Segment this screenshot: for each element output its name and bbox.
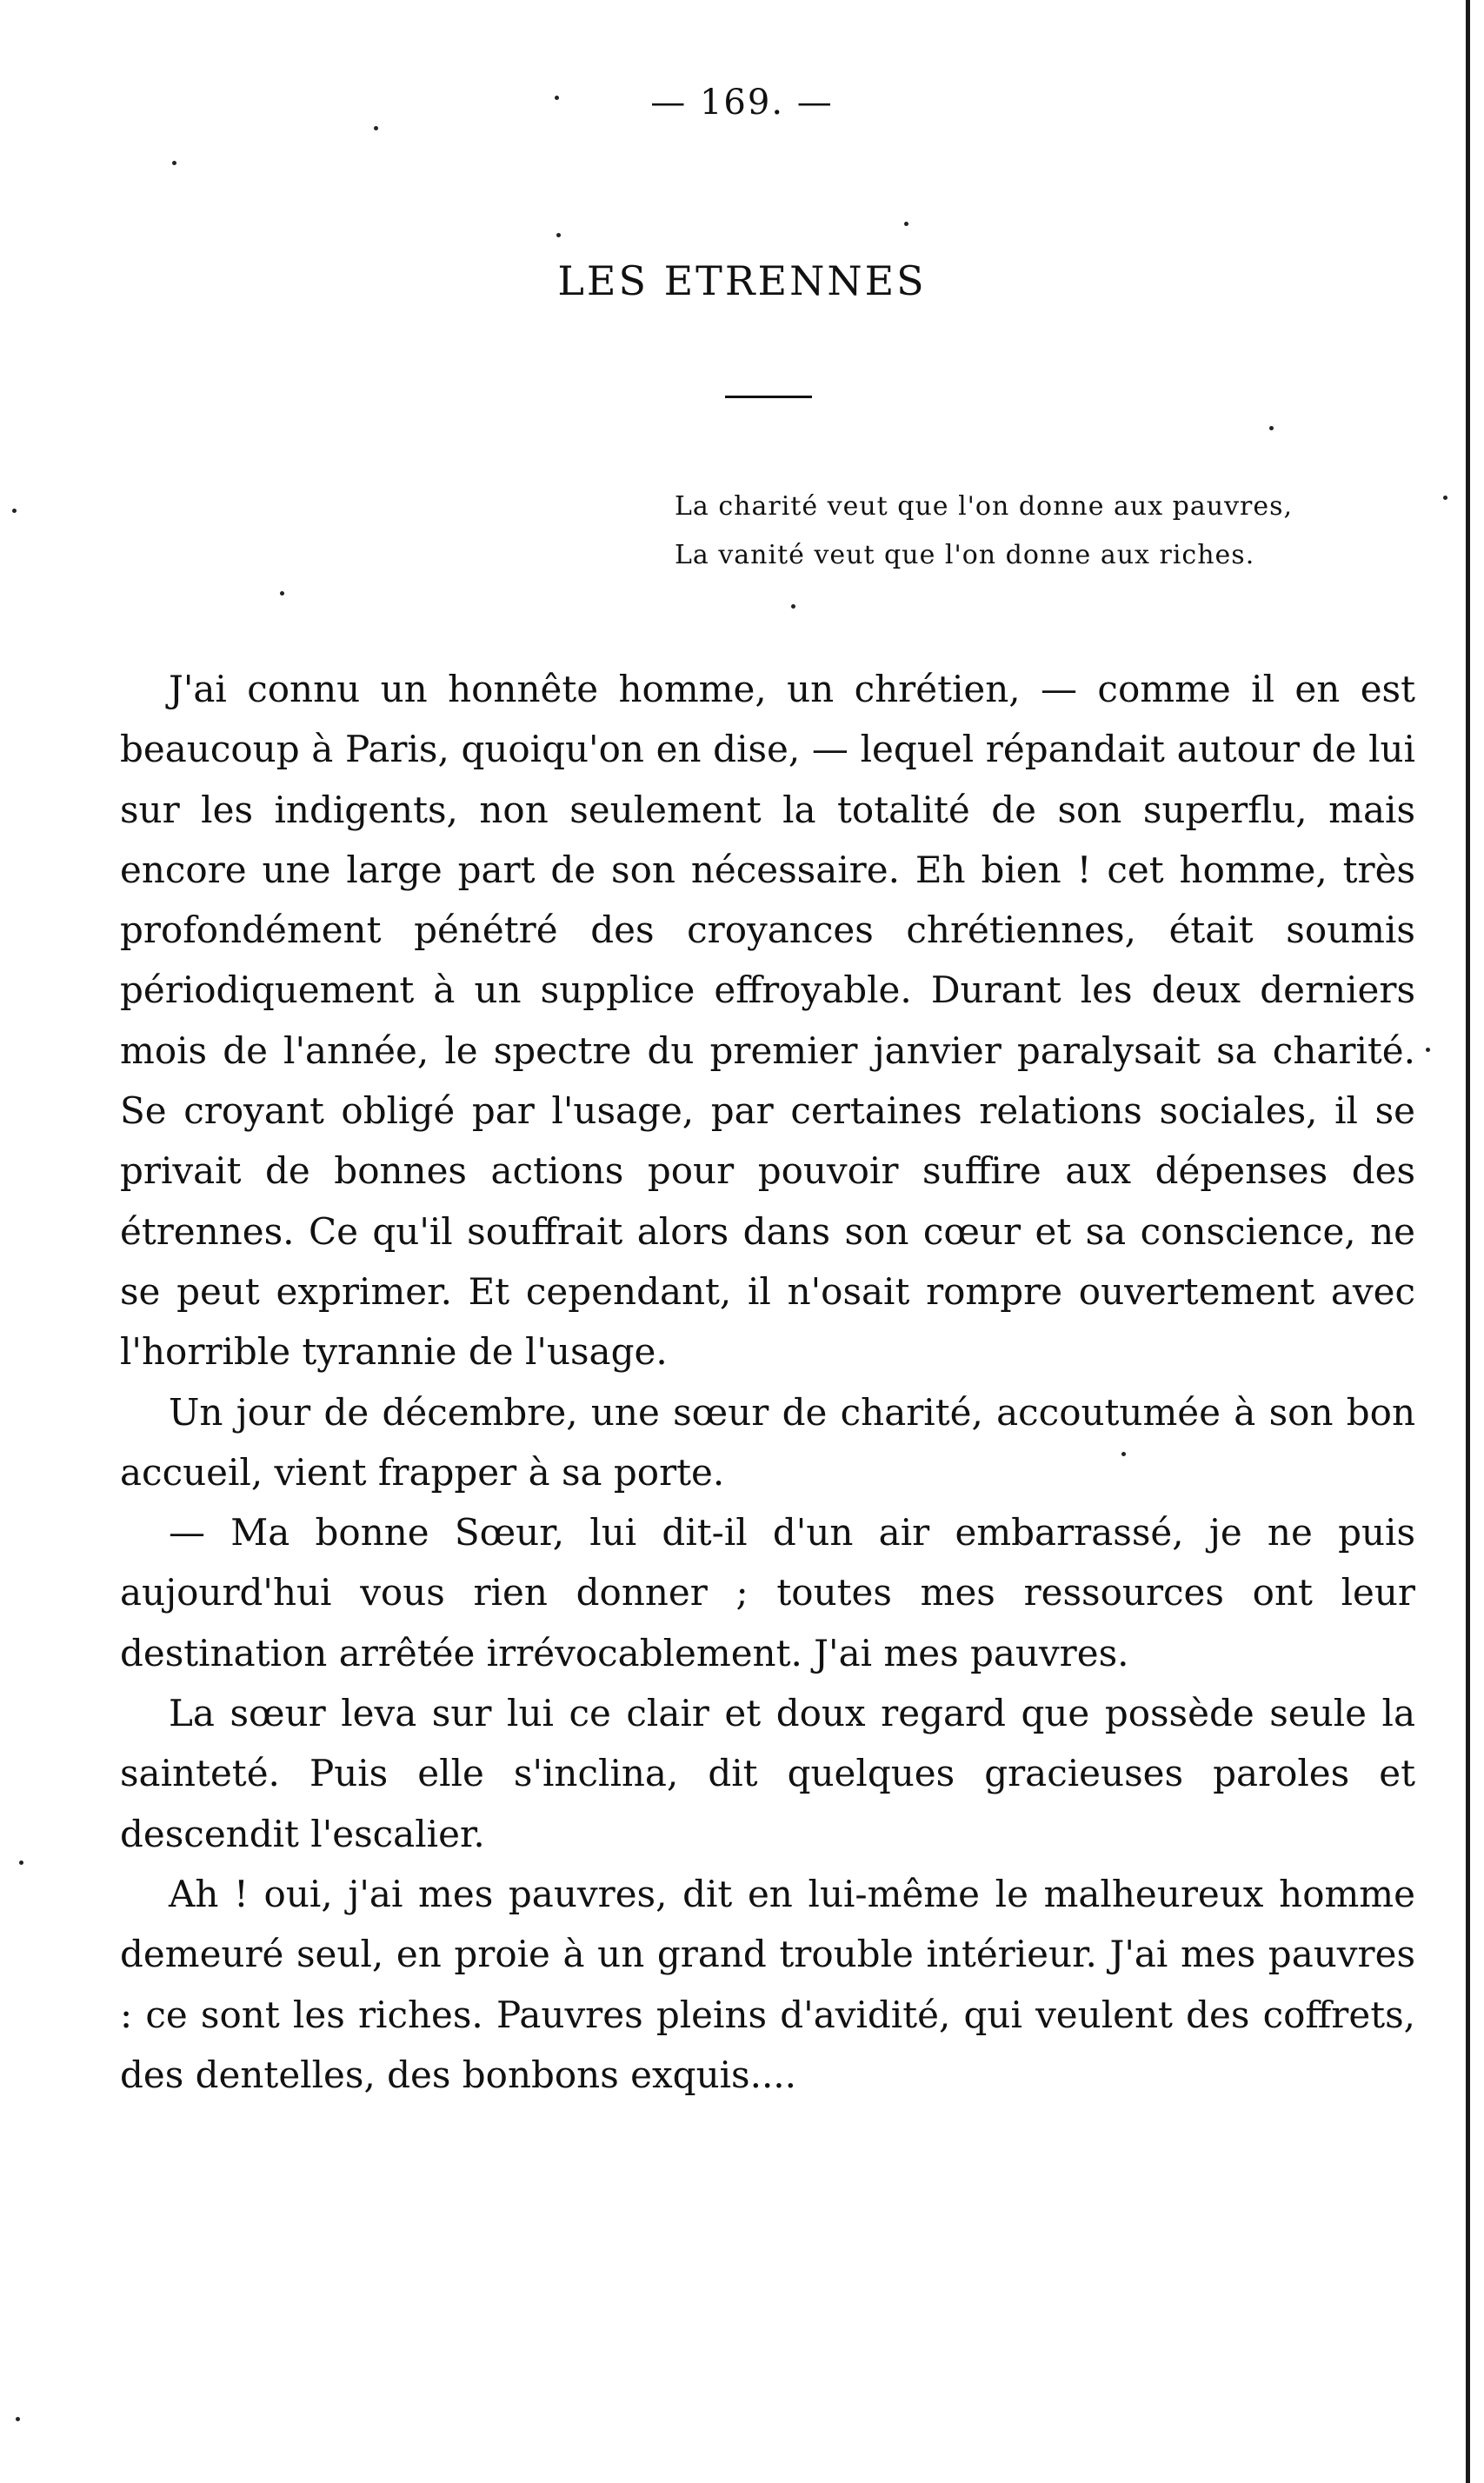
- print-speck: [556, 233, 561, 237]
- title-divider: [725, 396, 812, 398]
- paragraph: Un jour de décembre, une sœur de charité, accoutumée à son bon accueil, vient frapper à sa porte.: [120, 1390, 1415, 1494]
- print-speck: [19, 1861, 23, 1865]
- paragraph: Ah ! oui, j'ai mes pauvres, dit en lui-même le malheureux homme demeuré seul, en proie à un grand trouble intérieur. J'ai mes pauvres : ce sont les riches. Pauvres pleins d'avidité, qui veulent des coffrets, des dentelles, des bonbons exquis....: [120, 1872, 1415, 2096]
- body-text: [120, 659, 1415, 2105]
- paragraph: J'ai connu un honnête homme, un chrétien, — comme il en est beaucoup à Paris, quoiqu'on en dise, — lequel répandait autour de lui sur les indigents, non seulement la totalité de son superflu, mais encore une large part de son nécessaire. Eh bien ! cet homme, très profondément pénétré des croyances chrétiennes, était soumis périodiquement à un supplice effroyable. Durant les deux derniers mois de l'année, le spectre du premier janvier paralysait sa charité. Se croyant obligé par l'usage, par certaines relations sociales, il se privait de bonnes actions pour pouvoir suffire aux dépenses des étrennes. Ce qu'il souffrait alors dans son cœur et sa conscience, ne se peut exprimer. Et cependant, il n'osait rompre ouvertement avec l'horrible tyrannie de l'usage.: [120, 668, 1415, 1374]
- paragraph: La sœur leva sur lui ce clair et doux regard que possède seule la sainteté. Puis elle s'inclina, dit quelques gracieuses paroles et descendit l'escalier.: [120, 1692, 1415, 1855]
- print-speck: [1269, 426, 1274, 430]
- paragraph: — Ma bonne Sœur, lui dit-il d'un air embarrassé, je ne puis aujourd'hui vous rien donner ; toutes mes ressources ont leur destination arrêtée irrévocablement. J'ai mes pauvres.: [120, 1511, 1415, 1674]
- print-speck: [374, 126, 378, 130]
- print-speck: [904, 222, 908, 226]
- chapter-title: LES ETRENNES: [557, 257, 927, 304]
- print-speck: [1443, 496, 1447, 500]
- epigraph-line: La charité veut que l'on donne aux pauvres,: [675, 491, 1294, 522]
- print-speck: [172, 161, 176, 165]
- print-speck: [12, 509, 17, 513]
- epigraph: [675, 483, 1440, 580]
- print-speck: [280, 591, 284, 596]
- print-speck: [1426, 1048, 1430, 1052]
- print-speck: [16, 2417, 20, 2421]
- epigraph-line: La vanité veut que l'on donne aux riches.: [675, 540, 1255, 570]
- page-number: — 169. —: [650, 83, 834, 123]
- page-edge-shadow: [1466, 0, 1470, 2483]
- print-speck: [791, 604, 795, 609]
